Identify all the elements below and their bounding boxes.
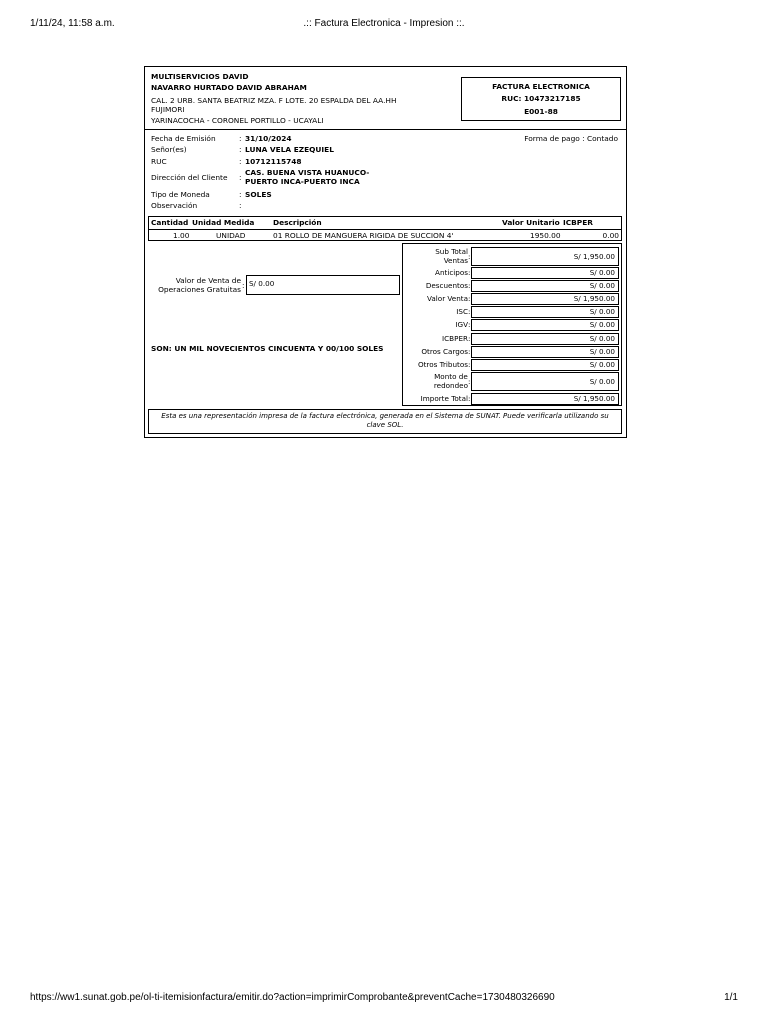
- issuer-address-line1: CAL. 2 URB. SANTA BEATRIZ MZA. F LOTE. 20 ESPALDA DEL AA.HH: [151, 96, 397, 105]
- descuentos-label: Descuentos: [425, 281, 468, 290]
- ruc-value: 10712115748: [245, 157, 302, 166]
- direccion-colon: :: [239, 173, 242, 182]
- fecha-label: Fecha de Emisión: [151, 134, 216, 143]
- otros-tributos-colon: :: [468, 360, 471, 369]
- subtotal-label-line1: Sub Total: [435, 247, 468, 256]
- col-valor-unitario: Valor Unitario: [502, 218, 560, 227]
- redondeo-label-line1: Monto de: [434, 372, 468, 381]
- icbper-value: S/ 0.00: [471, 333, 619, 345]
- otros-tributos-label: Otros Tributos: [417, 360, 468, 369]
- gratuitas-colon: :: [242, 281, 245, 290]
- gratuitas-label-line2: Operaciones Gratuitas: [158, 285, 241, 295]
- redondeo-label-line2: redondeo: [433, 381, 468, 390]
- direccion-value-line2: PUERTO INCA-PUERTO INCA: [245, 177, 360, 186]
- fecha-value: 31/10/2024: [245, 134, 292, 143]
- print-page-number: 1/1: [724, 992, 738, 1003]
- item-cantidad: 1.00: [173, 231, 190, 240]
- item-icbper: 0.00: [602, 231, 619, 240]
- issuer-address-line2: FUJIMORI: [151, 105, 185, 114]
- igv-colon: :: [468, 320, 471, 329]
- redondeo-value: S/ 0.00: [471, 372, 619, 391]
- observacion-label: Observación: [151, 201, 198, 210]
- anticipos-colon: :: [468, 268, 471, 277]
- sunat-note: Esta es una representación impresa de la factura electrónica, generada en el Sistema de SUNAT. Puede verificarla utilizando su clave SOL.: [148, 409, 622, 434]
- forma-pago: Forma de pago : Contado: [524, 134, 618, 143]
- otros-cargos-label: Otros Cargos: [421, 347, 468, 356]
- redondeo-label: [433, 372, 471, 390]
- moneda-label: Tipo de Moneda: [151, 190, 210, 199]
- importe-total-value: S/ 1,950.00: [471, 393, 619, 405]
- gratuitas-label-line1: Valor de Venta de: [175, 276, 241, 285]
- items-table: [148, 216, 622, 241]
- col-cantidad: Cantidad: [151, 218, 189, 227]
- icbper-colon: :: [468, 334, 471, 343]
- document-number: E001-88: [524, 106, 558, 116]
- redondeo-colon: :: [468, 377, 471, 386]
- issuer-owner: NAVARRO HURTADO DAVID ABRAHAM: [151, 83, 307, 92]
- document-type-box: [461, 77, 621, 121]
- item-valor-unitario: 1950.00: [530, 231, 561, 240]
- direccion-label: Dirección del Cliente: [151, 173, 228, 182]
- subtotal-value: S/ 1,950.00: [471, 247, 619, 266]
- igv-value: S/ 0.00: [471, 319, 619, 331]
- print-datetime: 1/11/24, 11:58 a.m.: [30, 18, 115, 29]
- valor-venta-label: Valor Venta: [427, 294, 468, 303]
- igv-label: IGV: [455, 320, 468, 329]
- issuer-name: MULTISERVICIOS DAVID: [151, 72, 249, 81]
- col-descripcion: Descripción: [273, 218, 322, 227]
- col-unidad: Unidad Medida: [192, 218, 255, 227]
- icbper-label: ICBPER: [442, 334, 468, 343]
- anticipos-value: S/ 0.00: [471, 267, 619, 279]
- header-divider: [145, 129, 626, 130]
- descuentos-colon: :: [468, 281, 471, 290]
- anticipos-label: Anticipos: [435, 268, 468, 277]
- senor-value: LUNA VELA EZEQUIEL: [245, 145, 334, 154]
- moneda-colon: :: [239, 190, 242, 199]
- print-footer: [30, 992, 738, 1003]
- senor-label: Señor(es): [151, 145, 187, 154]
- otros-cargos-colon: :: [468, 347, 471, 356]
- issuer-address-line3: YARINACOCHA - CORONEL PORTILLO - UCAYALI: [151, 116, 324, 125]
- items-header-divider: [149, 229, 621, 230]
- ruc-label: RUC: [151, 157, 167, 166]
- otros-cargos-value: S/ 0.00: [471, 346, 619, 358]
- direccion-value-line1: CAS. BUENA VISTA HUANUCO-: [245, 168, 370, 177]
- observacion-colon: :: [239, 201, 242, 210]
- ruc-colon: :: [239, 157, 242, 166]
- importe-total-label: Importe Total: [420, 394, 468, 403]
- otros-tributos-value: S/ 0.00: [471, 359, 619, 371]
- subtotal-label-line2: Ventas: [443, 256, 468, 265]
- item-descripcion: 01 ROLLO DE MANGUERA RIGIDA DE SUCCION 4': [273, 231, 454, 240]
- isc-colon: :: [468, 307, 471, 316]
- isc-label: ISC: [456, 307, 468, 316]
- item-unidad: UNIDAD: [216, 231, 246, 240]
- document-type: FACTURA ELECTRONICA: [492, 82, 590, 91]
- gratuitas-label: [153, 276, 241, 295]
- invoice: [144, 66, 627, 438]
- amount-in-words: SON: UN MIL NOVECIENTOS CINCUENTA Y 00/100 SOLES: [151, 344, 384, 353]
- moneda-value: SOLES: [245, 190, 272, 199]
- fecha-colon: :: [239, 134, 242, 143]
- valor-venta-value: S/ 1,950.00: [471, 293, 619, 305]
- valor-venta-colon: :: [468, 294, 471, 303]
- subtotal-colon: :: [468, 252, 471, 261]
- col-icbper: ICBPER: [563, 218, 593, 227]
- subtotal-label: [435, 247, 471, 265]
- print-title: .:: Factura Electronica - Impresion ::.: [303, 18, 465, 29]
- isc-value: S/ 0.00: [471, 306, 619, 318]
- importe-total-colon: :: [468, 394, 471, 403]
- print-url: https://ww1.sunat.gob.pe/ol-ti-itemisionfactura/emitir.do?action=imprimirComprobante&preventCache=1730480326690: [30, 992, 555, 1003]
- gratuitas-value: S/ 0.00: [249, 279, 275, 288]
- gratuitas-value-box: [246, 275, 400, 295]
- senor-colon: :: [239, 145, 242, 154]
- descuentos-value: S/ 0.00: [471, 280, 619, 292]
- document-ruc: RUC: 10473217185: [501, 94, 581, 104]
